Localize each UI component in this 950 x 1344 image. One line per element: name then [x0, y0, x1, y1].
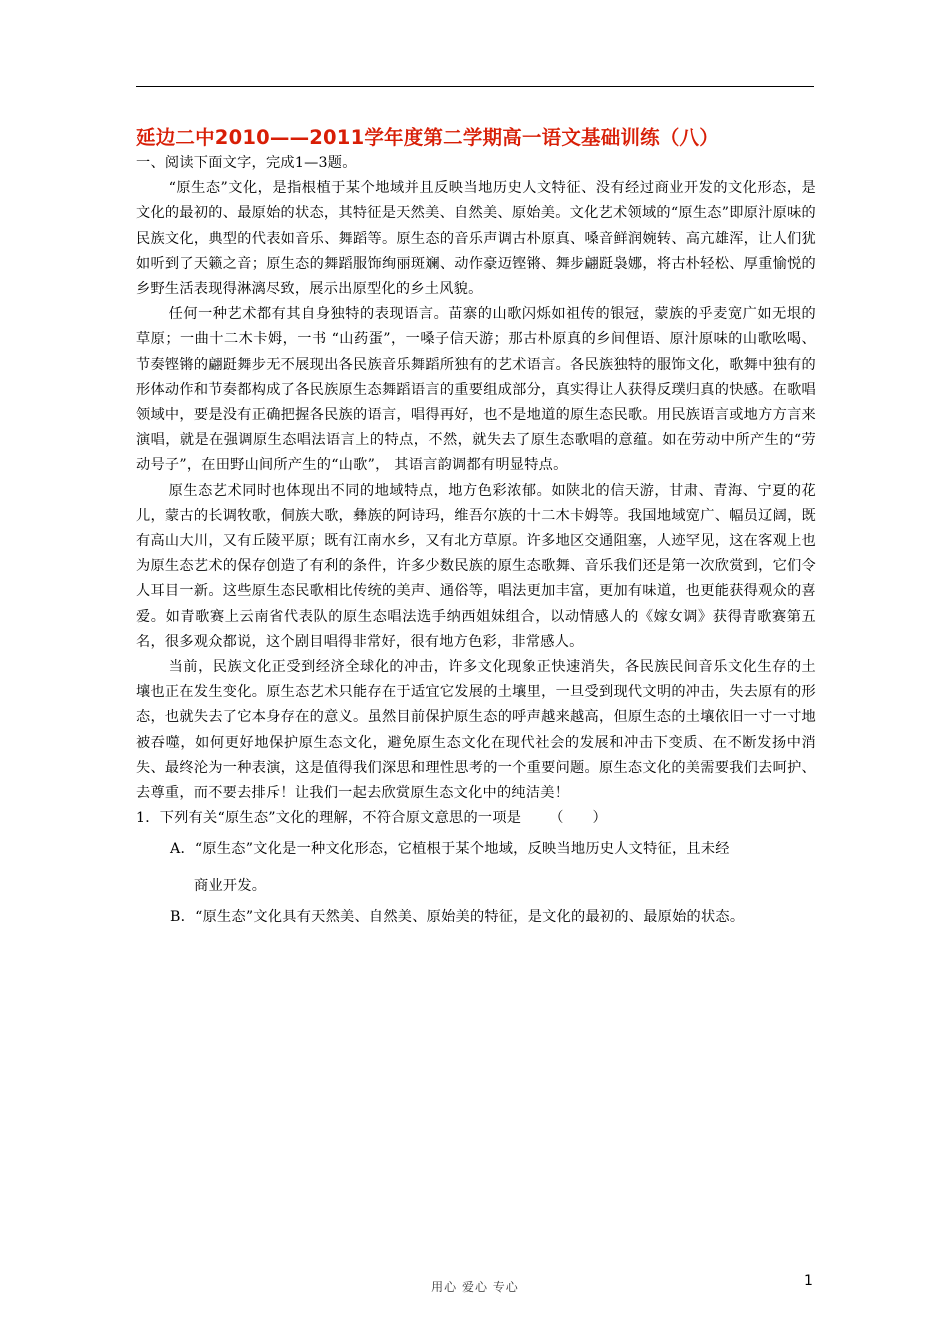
- section-heading: 一、阅读下面文字，完成1—3题。: [136, 155, 357, 171]
- paragraph-4: 当前，民族文化正受到经济全球化的冲击，许多文化现象正快速消失，各民族民间音乐文化生存的土壤也正在发生变化。原生态艺术只能存在于适宜它发展的土壤里，一旦受到现代文明的冲击，失去原有的形态，也就失去了它本身存在的意义。虽然目前保护原生态的呼声越来越高，但原生态的土壤依旧一寸一寸地被吞噬，如何更好地保护原生态文化，避免原生态文化在现代社会的发展和冲击下变质、在不断发扬中消失、最终沦为一种表演，这是值得我们深思和理性思考的一个重要问题。原生态文化的美需要我们去呵护、去尊重，而不要去排斥！让我们一起去欣赏原生态文化中的纯洁美！: [136, 659, 816, 802]
- document-title: 延边二中2010——2011学年度第二学期高一语文基础训练（八）: [136, 126, 719, 149]
- footer-motto: 用心 爱心 专心: [431, 1280, 519, 1294]
- option-a-line-1: A．“原生态”文化是一种文化形态，它植根于某个地域，反映当地历史人文特征，且未经: [170, 841, 730, 858]
- option-b: B．“原生态”文化具有天然美、自然美、原始美的特征，是文化的最初的、最原始的状态。: [170, 909, 745, 926]
- answer-blank: （ ）: [549, 810, 607, 827]
- question-1-text: 1．下列有关“原生态”文化的理解，不符合原文意思的一项是: [136, 810, 522, 827]
- header-rule: [136, 86, 814, 87]
- paragraph-2: 任何一种艺术都有其自身独特的表现语言。苗寨的山歌闪烁如祖传的银冠，蒙族的乎麦宽广如无垠的草原；一曲十二木卡姆，一书 “山药蛋”，一嗓子信天游；那古朴原真的乡间俚语、原汁原味的山歌吆喝、节奏铿锵的翩跹舞步无不展现出各民族音乐舞蹈所独有的艺术语言。各民族独特的服饰文化，歌舞中独有的形体动作和节奏都构成了各民族原生态舞蹈语言的重要组成部分，真实得让人获得反璞归真的快感。在歌唱领域中，要是没有正确把握各民族的语言，唱得再好，也不是地道的原生态民歌。用民族语言或地方方言来演唱，就是在强调原生态唱法语言上的特点，不然，就失去了原生态歌唱的意蕴。如在劳动中所产生的“劳动号子”，在田野山间所产生的“山歌”， 其语言韵调都有明显特点。: [136, 306, 816, 474]
- option-a: [136, 831, 816, 905]
- page-number: 1: [804, 1273, 813, 1289]
- paragraph-1: “原生态”文化，是指根植于某个地域并且反映当地历史人文特征、没有经过商业开发的文化形态，是文化的最初的、最原始的状态，其特征是天然美、自然美、原始美。文化艺术领域的“原生态”即原汁原味的民族文化，典型的代表如音乐、舞蹈等。原生态的音乐声调古朴原真、嗓音鲜润婉转、高亢雄浑，让人们犹如听到了天籁之音；原生态的舞蹈服饰绚丽斑斓、动作豪迈铿锵、舞步翩跹袅娜，将古朴轻松、厚重愉悦的乡野生活表现得淋漓尽致，展示出原型化的乡土风貌。: [136, 180, 816, 298]
- document-body: [136, 151, 816, 931]
- paragraph-3: 原生态艺术同时也体现出不同的地域特点，地方色彩浓郁。如陕北的信天游，甘肃、青海、宁夏的花儿，蒙古的长调牧歌，侗族大歌，彝族的阿诗玛，维吾尔族的十二木卡姆等。我国地域宽广、幅员辽阔，既有高山大川，又有丘陵平原；既有江南水乡，又有北方草原。许多地区交通阻塞，人迹罕见，这在客观上也为原生态艺术的保存创造了有利的条件，许多少数民族的原生态歌舞、音乐我们还是第一次欣赏到，它们令人耳目一新。这些原生态民歌相比传统的美声、通俗等，唱法更加丰富，更加有味道，也更能获得观众的喜爱。如青歌赛上云南省代表队的原生态唱法选手纳西姐妹组合，以动情感人的《嫁女调》获得青歌赛第五名，很多观众都说，这个剧目唱得非常好，很有地方色彩，非常感人。: [136, 482, 816, 650]
- option-a-line-2: 商业开发。: [194, 878, 267, 895]
- question-1-stem: [136, 806, 816, 831]
